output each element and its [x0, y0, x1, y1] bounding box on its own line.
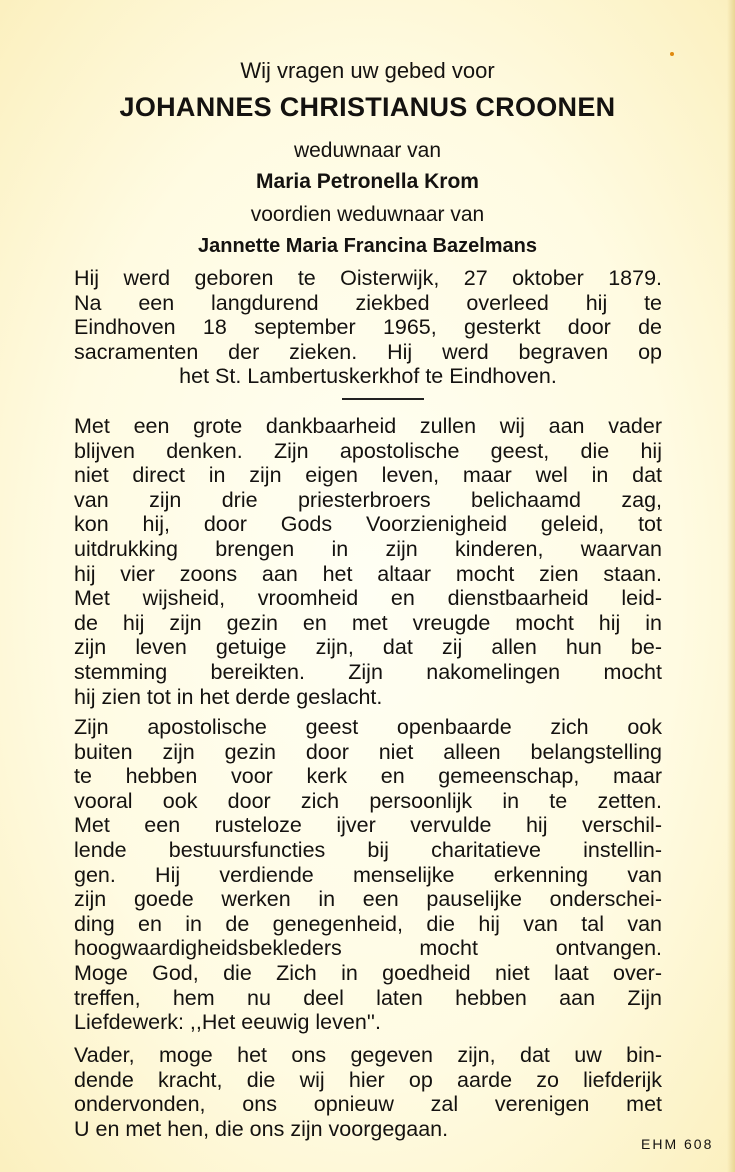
text-line: vooral ook door zich persoonlijk in te zetten.	[74, 788, 662, 813]
text-line: Na een langdurend ziekbed overleed hij te	[74, 290, 662, 315]
text-line: Vader, moge het ons gegeven zijn, dat uw bin-	[74, 1043, 662, 1067]
text-line: ding en in de genegenheid, die hij van tal van	[74, 911, 662, 936]
relation-line-2: voordien weduwnaar van	[250, 203, 485, 226]
text-line: Zijn apostolische geest openbaarde zich ook	[74, 715, 662, 739]
text-line: de hij zijn gezin en met vreugde mocht hij in	[74, 610, 662, 635]
section-divider	[342, 398, 424, 400]
paper-speck	[670, 52, 674, 56]
text-line: hoogwaardigheidsbekleders mocht ontvangen.	[74, 936, 662, 961]
closing-paragraph	[74, 1043, 662, 1141]
text-line: Hij werd geboren te Oisterwijk, 27 oktober 1879.	[74, 266, 662, 290]
text-line: sacramenten der zieken. Hij werd begraven op	[74, 339, 662, 364]
text-line: het St. Lambertuskerkhof te Eindhoven.	[179, 364, 557, 389]
text-line: Moge God, die Zich in goedheid niet laat over-	[74, 960, 662, 985]
text-line: te hebben voor kerk en gemeenschap, maar	[74, 764, 662, 789]
text-line: Met een grote dankbaarheid zullen wij aan vader	[74, 414, 662, 438]
text-line: Liefdewerk: ,,Het eeuwig leven''.	[74, 1010, 381, 1035]
text-line: van zijn drie priesterbroers belichaamd zag,	[74, 487, 662, 512]
text-line: lende bestuursfuncties bij charitatieve instellin-	[74, 837, 662, 862]
text-line: zijn goede werken in een pauselijke onderschei-	[74, 887, 662, 912]
text-line: Eindhoven 18 september 1965, gesterkt door de	[74, 315, 662, 340]
text-line: gen. Hij verdiende menselijke erkenning van	[74, 862, 662, 887]
text-line: uitdrukking brengen in zijn kinderen, waarvan	[74, 536, 662, 561]
printer-code: EHM 608	[641, 1136, 714, 1152]
text-line: hij vier zoons aan het altaar mocht zien staan.	[74, 561, 662, 586]
text-line: Met wijsheid, vroomheid en dienstbaarheid leid-	[74, 586, 662, 611]
text-line: ondervonden, ons opnieuw zal verenigen met	[74, 1092, 662, 1117]
text-line: Met een rusteloze ijver vervulde hij verschil-	[74, 813, 662, 838]
tribute-paragraph-1	[74, 414, 662, 709]
text-line: dende kracht, die wij hier op aarde zo liefderijk	[74, 1067, 662, 1092]
text-line: blijven denken. Zijn apostolische geest, die hij	[74, 438, 662, 463]
text-line: niet direct in zijn eigen leven, maar wel in dat	[74, 463, 662, 488]
text-line: kon hij, door Gods Voorzienigheid geleid, tot	[74, 512, 662, 537]
deceased-name: JOHANNES CHRISTIANUS CROONEN	[119, 92, 616, 122]
text-line: zijn leven getuige zijn, dat zij allen hun be-	[74, 635, 662, 660]
tribute-paragraph-2	[74, 715, 662, 1035]
text-line: treffen, hem nu deel laten hebben aan Zijn	[74, 985, 662, 1010]
intro-line: Wij vragen uw gebed voor	[240, 58, 495, 83]
text-line: stemming bereikten. Zijn nakomelingen mocht	[74, 659, 662, 684]
spouse-name-1: Maria Petronella Krom	[256, 170, 479, 193]
spouse-name-2: Jannette Maria Francina Bazelmans	[197, 235, 537, 257]
biography-paragraph	[74, 266, 662, 389]
text-line: buiten zijn gezin door niet alleen belangstelling	[74, 739, 662, 764]
text-line: U en met hen, die ons zijn voorgegaan.	[74, 1116, 449, 1141]
text-line: hij zien tot in het derde geslacht.	[74, 684, 383, 709]
relation-line-1: weduwnaar van	[293, 139, 442, 162]
